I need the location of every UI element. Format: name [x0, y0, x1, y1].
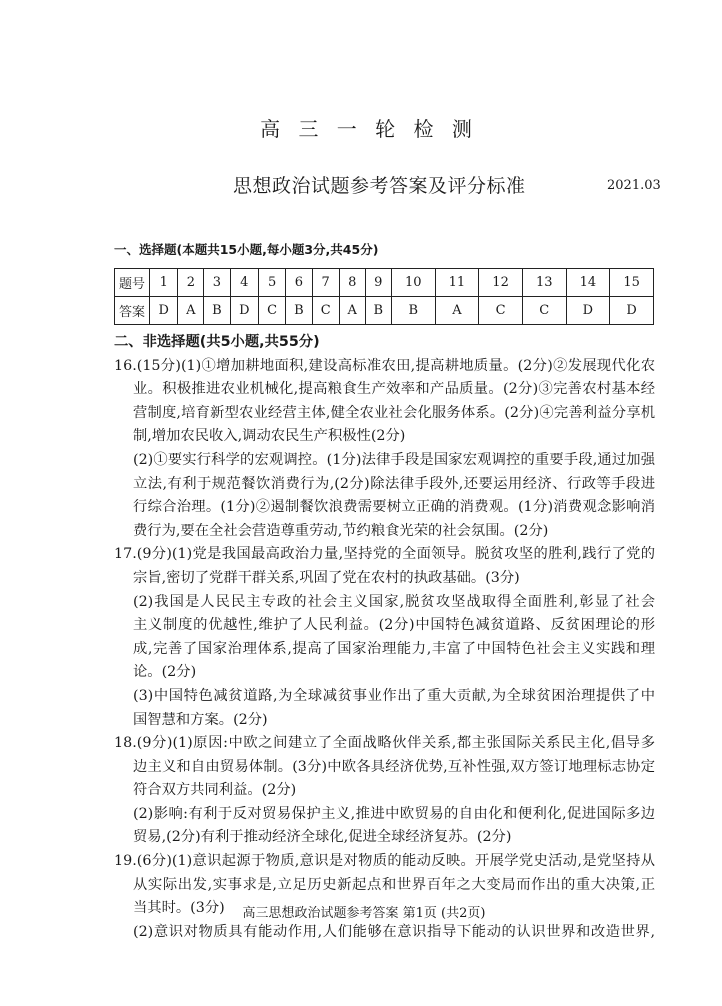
answer-line: 立法,有利于规范餐饮消费行为,(2分)除法律手段外,还要运用经济、行政等手段进: [133, 475, 655, 492]
question-number-cell: 9: [365, 269, 391, 297]
answer-cell: C: [522, 297, 566, 325]
answer-line: (2)意识对物质具有能动作用,人们能够在意识指导下能动的认识世界和改造世界,: [133, 923, 655, 940]
question-number-cell: 11: [435, 269, 479, 297]
answer-line: 费行为,要在全社会营造尊重劳动,节约粮食光荣的社会氛围。(2分): [133, 522, 549, 539]
document-subtitle: 思想政治试题参考答案及评分标准: [233, 175, 526, 197]
document-date: 2021.03: [607, 178, 661, 193]
answer-line: 当其时。(3分): [133, 900, 225, 917]
question-number-cell: 7: [312, 269, 339, 297]
answer-cell: C: [259, 297, 286, 325]
question-number-cell: 6: [286, 269, 312, 297]
answer-row: [115, 297, 654, 325]
answer-line: 行综合治理。(1分)②遏制餐饮浪费需要树立正确的消费观。(1分)消费观念影响消: [133, 499, 655, 516]
section-2-heading: 二、非选择题(共5小题,共55分): [114, 334, 320, 350]
answer-line: 国智慧和方案。(2分): [133, 711, 268, 728]
question-number-row: [115, 269, 654, 297]
answer-cell: A: [339, 297, 365, 325]
answer-line: (2)影响:有利于反对贸易保护主义,推进中欧贸易的自由化和便利化,促进国际多边: [133, 805, 655, 822]
answer-line: 17.(9分)(1)党是我国最高政治力量,坚持党的全面领导。脱贫攻坚的胜利,践行了党的: [114, 546, 655, 563]
answer-line: 19.(6分)(1)意识起源于物质,意识是对物质的能动反映。开展学党史活动,是党坚持从: [114, 853, 655, 870]
answer-cell: B: [286, 297, 312, 325]
question-number-cell: 5: [259, 269, 286, 297]
answer-cell: D: [610, 297, 654, 325]
question-number-cell: 8: [339, 269, 365, 297]
answer-cell: D: [150, 297, 178, 325]
answer-line: 成,完善了国家治理体系,提高了国家治理能力,丰富了中国特色社会主义实践和理: [133, 640, 655, 657]
question-number-cell: 14: [566, 269, 610, 297]
question-number-cell: 12: [479, 269, 523, 297]
question-number-cell: 2: [178, 269, 204, 297]
answer-table: [114, 268, 654, 325]
answer-line: 宗旨,密切了党群干群关系,巩固了党在农村的执政基础。(3分): [133, 569, 520, 586]
answer-line: 18.(9分)(1)原因:中欧之间建立了全面战略伙伴关系,都主张国际关系民主化,倡导多: [114, 735, 655, 752]
question-number-cell: 15: [610, 269, 654, 297]
question-number-cell: 10: [391, 269, 435, 297]
answer-cell: C: [479, 297, 523, 325]
answer-cell: A: [178, 297, 204, 325]
answer-line: 符合双方共同利益。(2分): [133, 782, 297, 799]
answer-cell: C: [312, 297, 339, 325]
answer-line: 边主义和自由贸易体制。(3分)中欧各具经济优势,互补性强,双方签订地理标志协定: [133, 758, 655, 775]
answer-line: 营制度,培育新型农业经营主体,健全农业社会化服务体系。(2分)④完善利益分享机: [133, 404, 655, 421]
question-number-cell: 1: [150, 269, 178, 297]
answer-line: 论。(2分): [133, 664, 197, 681]
answer-cell: B: [204, 297, 230, 325]
answer-cell: A: [435, 297, 479, 325]
non-choice-answers: [114, 331, 655, 944]
row-label-question-number: 题号: [115, 269, 150, 297]
row-label-answer: 答案: [115, 297, 150, 325]
answer-cell: B: [365, 297, 391, 325]
page-footer: 高三思想政治试题参考答案 第1页 (共2页): [242, 906, 486, 921]
answer-cell: B: [391, 297, 435, 325]
answer-cell: D: [566, 297, 610, 325]
answer-line: 16.(15分)(1)①增加耕地面积,建设高标准农田,提高耕地质量。(2分)②发展现代化农: [114, 357, 655, 374]
section-1-heading: 一、选择题(本题共15小题,每小题3分,共45分): [114, 242, 379, 257]
question-number-cell: 3: [204, 269, 230, 297]
answer-line: 从实际出发,实事求是,立足历史新起点和世界百年之大变局而作出的重大决策,正: [133, 876, 655, 893]
answer-line: 制,增加农民收入,调动农民生产积极性(2分): [133, 428, 406, 445]
question-number-cell: 13: [522, 269, 566, 297]
document-title: 高 三 一 轮 检 测: [260, 117, 478, 141]
answer-line: (3)中国特色减贫道路,为全球减贫事业作出了重大贡献,为全球贫困治理提供了中: [133, 687, 655, 704]
question-number-cell: 4: [230, 269, 258, 297]
answer-line: 贸易,(2分)有利于推动经济全球化,促进全球经济复苏。(2分): [133, 829, 512, 846]
answer-line: 业。积极推进农业机械化,提高粮食生产效率和产品质量。(2分)③完善农村基本经: [133, 381, 655, 398]
answer-line: (2)我国是人民民主专政的社会主义国家,脱贫攻坚战取得全面胜利,彰显了社会: [133, 593, 655, 610]
answer-line: 主义制度的优越性,维护了人民利益。(2分)中国特色减贫道路、反贫困理论的形: [133, 617, 655, 634]
answer-cell: D: [230, 297, 258, 325]
answer-line: (2)①要实行科学的宏观调控。(1分)法律手段是国家宏观调控的重要手段,通过加强: [133, 451, 655, 468]
